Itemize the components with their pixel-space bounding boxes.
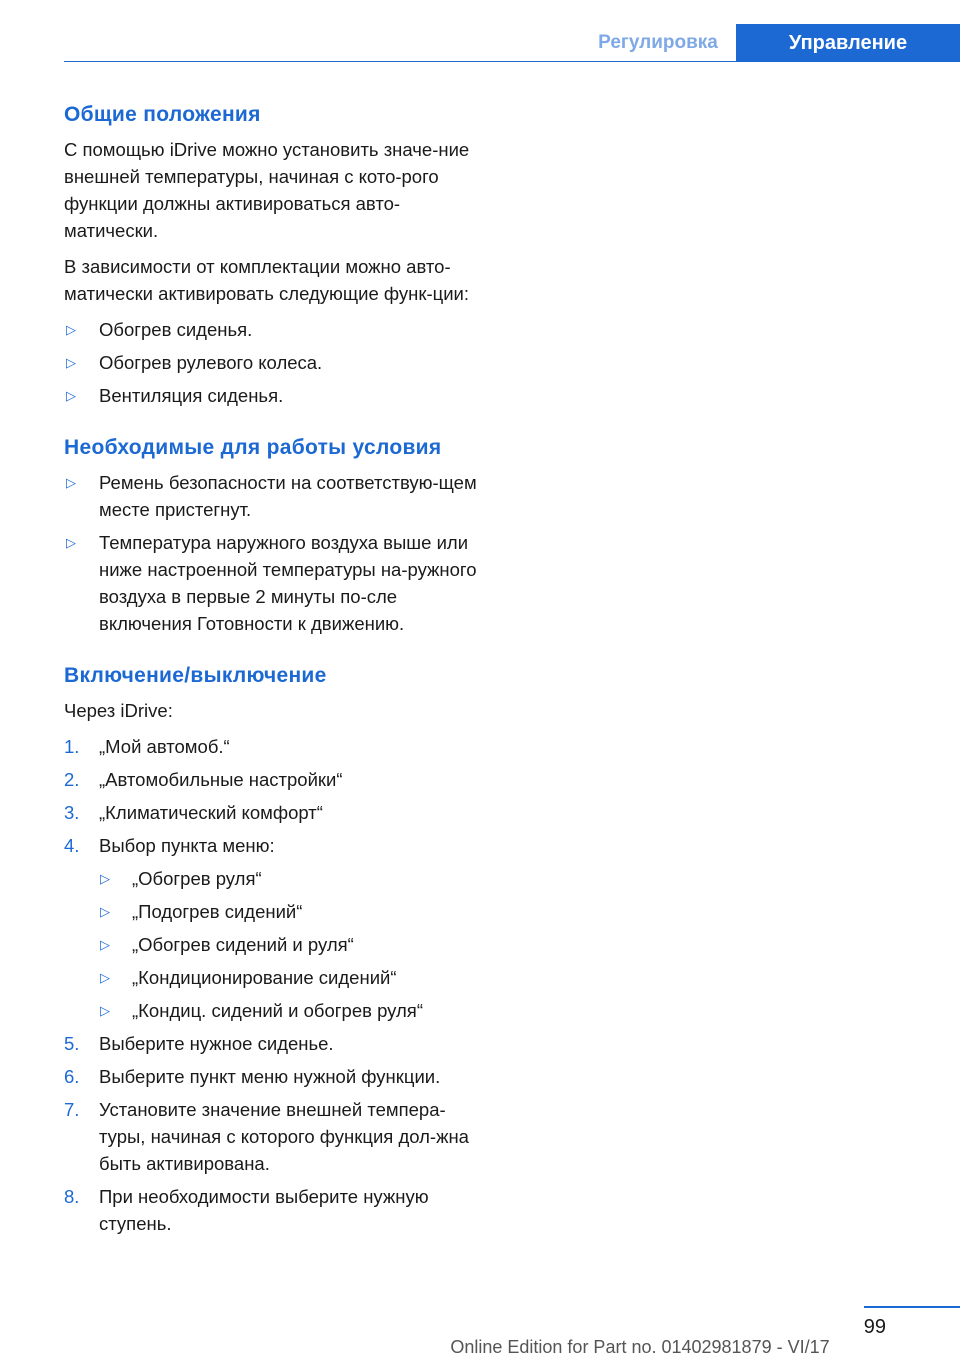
header-rule [64, 61, 736, 62]
step-item: 5. Выберите нужное сиденье. [64, 1033, 334, 1054]
triangle-right-outline-icon: ▷ [100, 937, 110, 952]
submenu-item: ▷ „Обогрев руля“ [64, 865, 484, 892]
paragraph: С помощью iDrive можно установить значе-ние внешней температуры, начиная с кото-рого функции должны активироваться авто-матически. [64, 139, 470, 241]
step-item: 3. „Климатический комфорт“ [64, 802, 323, 823]
triangle-right-outline-icon: ▷ [66, 388, 76, 403]
triangle-right-outline-icon: ▷ [66, 355, 76, 370]
step-item: 6. Выберите пункт меню нужной функции. [64, 1066, 441, 1087]
step-item: 7. Установите значение внешней темпера-туры, начиная с которого функция дол-жна быть активирована. [64, 1099, 469, 1174]
list-item: ▷ Ремень безопасности на соответствую-щем месте пристегнут. [64, 469, 484, 523]
list-item: ▷ Вентиляция сиденья. [64, 382, 484, 409]
edition-footer: Online Edition for Part no. 01402981879 - VI/17 [450, 1337, 830, 1357]
steps-list [64, 733, 484, 1237]
submenu-item: ▷ „Кондиц. сидений и обогрев руля“ [64, 997, 484, 1024]
triangle-right-outline-icon: ▷ [100, 871, 110, 886]
step-item: 2. „Автомобильные настройки“ [64, 769, 343, 790]
section-heading-general: Общие положения [64, 103, 261, 126]
list-item: ▷ Обогрев сиденья. [64, 316, 484, 343]
section-heading-onoff: Включение/выключение [64, 664, 327, 687]
step-item: 4. Выбор пункта меню: [64, 835, 275, 856]
page-content [64, 100, 484, 1243]
triangle-right-outline-icon: ▷ [66, 535, 76, 550]
page-number: 99 [863, 1316, 886, 1338]
paragraph: В зависимости от комплектации можно авто-матически активировать следующие функ-ции: [64, 256, 470, 304]
step-item: 1. „Мой автомоб.“ [64, 736, 230, 757]
function-list [64, 316, 484, 409]
submenu-item: ▷ „Подогрев сидений“ [64, 898, 484, 925]
submenu-item: ▷ „Кондиционирование сидений“ [64, 964, 484, 991]
footer-rule [864, 1306, 960, 1308]
triangle-right-outline-icon: ▷ [100, 970, 110, 985]
section-heading-conditions: Необходимые для работы условия [64, 436, 442, 459]
conditions-list [64, 469, 484, 637]
triangle-right-outline-icon: ▷ [66, 322, 76, 337]
header-chapter-tab: Управление [736, 24, 960, 62]
step-item: 8. При необходимости выберите нужную ступень. [64, 1186, 429, 1234]
list-item: ▷ Температура наружного воздуха выше или ниже настроенной температуры на-ружного воздуха в первые 2 минуты по-сле включения Готовности к движению. [64, 529, 484, 637]
triangle-right-outline-icon: ▷ [100, 904, 110, 919]
triangle-right-outline-icon: ▷ [66, 475, 76, 490]
submenu-item: ▷ „Обогрев сидений и руля“ [64, 931, 484, 958]
triangle-right-outline-icon: ▷ [100, 1003, 110, 1018]
paragraph: Через iDrive: [64, 700, 173, 721]
header-section-title: Регулировка [598, 31, 718, 53]
list-item: ▷ Обогрев рулевого колеса. [64, 349, 484, 376]
